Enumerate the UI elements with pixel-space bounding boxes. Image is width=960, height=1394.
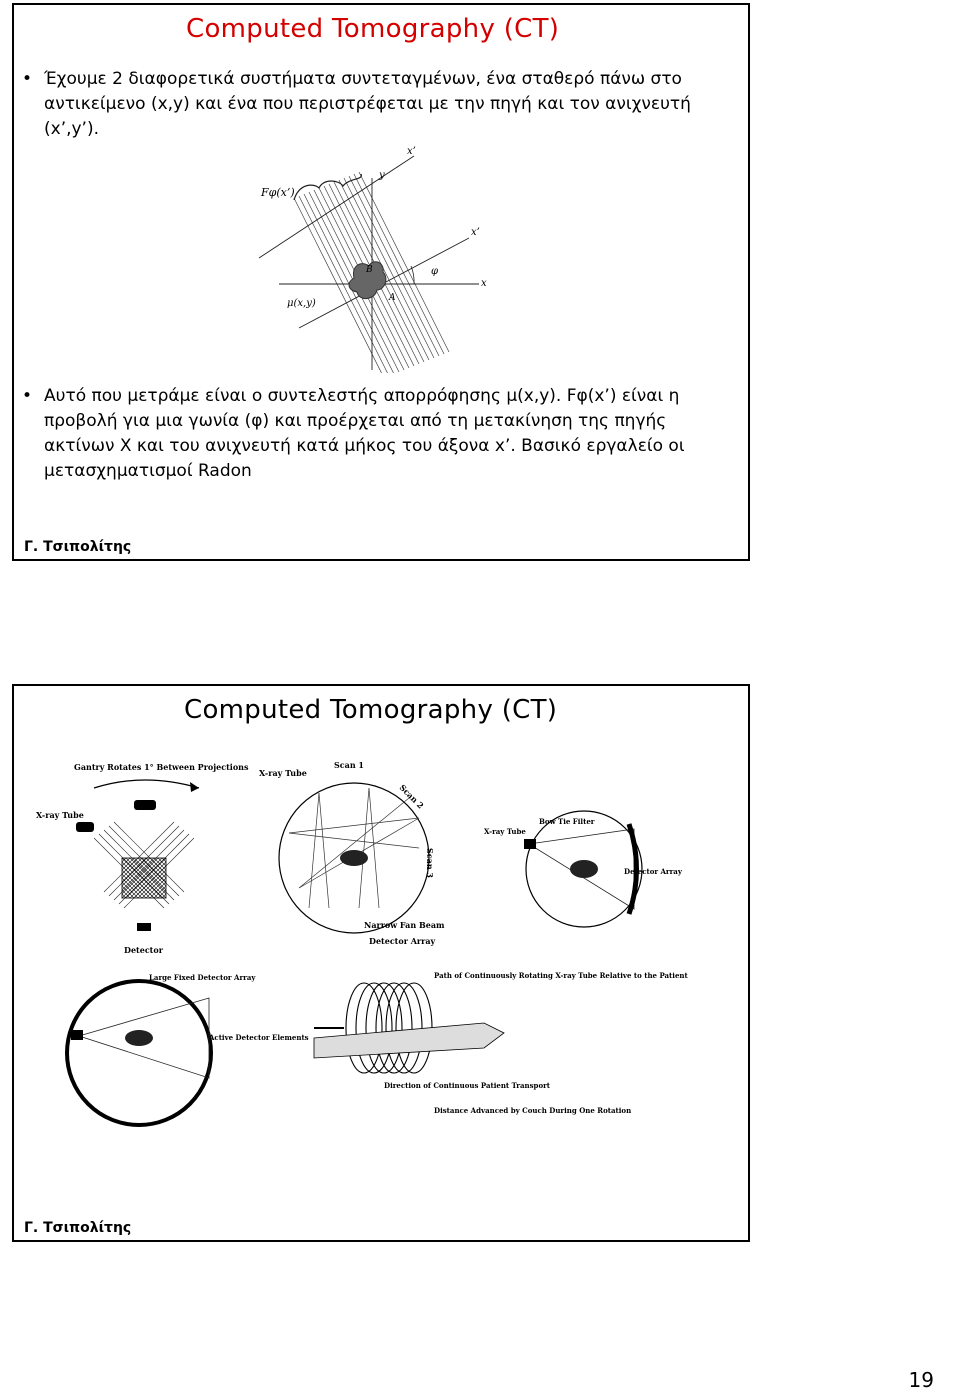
figure-multi-scan — [259, 758, 459, 948]
patient-object — [340, 850, 368, 866]
figure-fixed-ring — [39, 968, 309, 1128]
label-active-detector: Active Detector Elements — [209, 1033, 309, 1042]
label-scan1: Scan 1 — [334, 760, 364, 770]
slide-title: Computed Tomography (CT) — [186, 14, 560, 44]
label-B: B — [366, 265, 373, 275]
label-scan3: Scan 3 — [425, 848, 435, 878]
bullet-attenuation — [22, 384, 734, 484]
bullet-dot: • — [22, 386, 33, 406]
tube-top — [134, 800, 156, 810]
label-xprime: x’ — [471, 227, 480, 238]
label-y: y — [379, 170, 385, 181]
label-detector-array: Detector Array — [369, 936, 436, 946]
figure-fan-beam — [484, 804, 684, 944]
figure-helical — [304, 968, 688, 1128]
scan-beams — [289, 788, 419, 908]
rotation-arrow — [94, 780, 199, 788]
label-narrow-fan: Narrow Fan Beam — [364, 920, 445, 930]
label-direction-transport: Direction of Continuous Patient Transport — [384, 1081, 551, 1090]
slide-2 — [12, 684, 750, 1242]
projection-profile — [294, 174, 361, 200]
label-path-continuous: Path of Continuously Rotating X-ray Tube Relative to the Patient — [434, 971, 688, 980]
bullet-dot: • — [22, 69, 33, 89]
xprime-axis-top — [259, 156, 414, 258]
label-A: A — [389, 293, 396, 303]
label-xray-tube: X-ray Tube — [36, 810, 84, 820]
label-xray-tube-b: X-ray Tube — [259, 768, 307, 778]
label-distance-advanced: Distance Advanced by Couch During One Rotation — [434, 1106, 632, 1115]
xray-source — [524, 839, 536, 849]
patient-object — [570, 860, 598, 878]
label-xray-tube-c: X-ray Tube — [484, 827, 526, 836]
label-large-fixed: Large Fixed Detector Array — [149, 973, 256, 982]
helix-coils — [346, 983, 432, 1073]
bullet-text: Έχουμε 2 διαφορετικά συστήματα συντεταγμένων, ένα σταθερό πάνω στο αντικείμενο (x,y) και ένα που περιστρέφεται με την πηγή και τον ανιχνευτή (x’,y’). — [44, 69, 691, 139]
label-mu: μ(x,y) — [287, 298, 316, 309]
label-F: Fφ(x’) — [261, 186, 295, 199]
slide-title: Computed Tomography (CT) — [184, 695, 558, 725]
label-detector: Detector — [124, 945, 163, 955]
xray-source — [71, 1030, 83, 1040]
bullet-text: Αυτό που μετράμε είναι ο συντελεστής απορρόφησης μ(x,y). Fφ(x’) είναι η προβολή για μια γωνία (φ) και προέρχεται από τη μετακίνηση της πηγής ακτίνων X και του ανιχνευτή κατά μήκος του άξονα x’. Βασικό εργαλείο οι μετασχηματισμοί Radon — [44, 386, 685, 481]
label-detector-array-c: Detector Array — [624, 867, 682, 876]
caption-gantry: Gantry Rotates 1° Between Projections — [74, 762, 249, 772]
projection-diagram — [239, 138, 509, 373]
patient-object — [125, 1030, 153, 1046]
tube-left — [76, 822, 94, 832]
label-phi: φ — [431, 266, 439, 277]
detector-block — [137, 923, 151, 931]
label-x: x — [481, 278, 487, 289]
bullet-coordinate-systems — [22, 67, 734, 142]
detector-ring — [67, 981, 211, 1125]
object-grid — [122, 858, 166, 898]
slide-1 — [12, 3, 750, 561]
label-bow-tie: Bow Tie Filter — [539, 817, 595, 826]
page-number: 19 — [908, 1368, 934, 1392]
author: Γ. Τσιπολίτης — [24, 1220, 132, 1236]
figure-gantry-rotation — [34, 758, 254, 958]
label-xprime-top: x’ — [407, 146, 416, 157]
label-scan2: Scan 2 — [397, 782, 426, 811]
author: Γ. Τσιπολίτης — [24, 539, 132, 555]
